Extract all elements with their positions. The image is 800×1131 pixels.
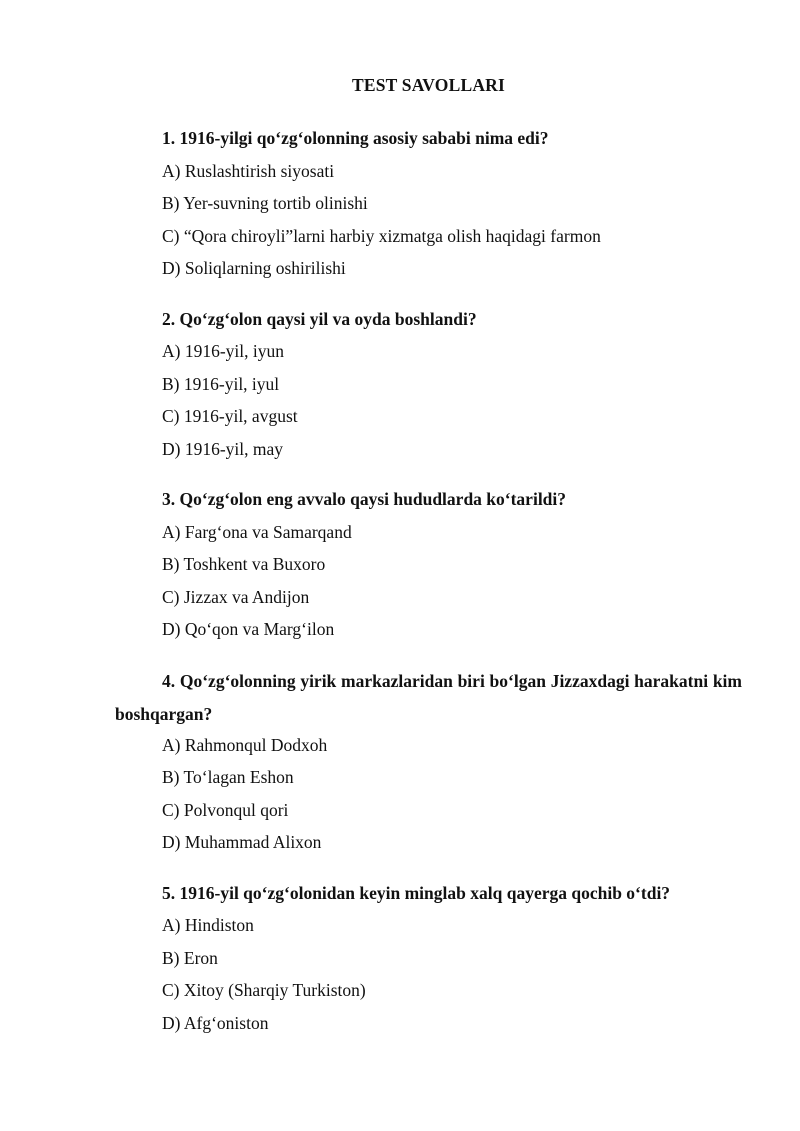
- question-4-option-a: A) Rahmonqul Dodxoh: [162, 735, 328, 755]
- question-3-option-d: D) Qo‘qon va Marg‘ilon: [162, 619, 335, 639]
- question-1: 1. 1916-yilgi qo‘zg‘olonning asosiy sababi nima edi?: [162, 128, 549, 148]
- question-3-option-b: B) Toshkent va Buxoro: [162, 554, 326, 574]
- page-title: TEST SAVOLLARI: [351, 75, 506, 95]
- question-4-option-b: B) To‘lagan Eshon: [162, 767, 294, 787]
- question-1-option-a: A) Ruslashtirish siyosati: [162, 161, 335, 181]
- question-3-option-a: A) Farg‘ona va Samarqand: [162, 522, 352, 542]
- question-1-option-b: B) Yer-suvning tortib olinishi: [162, 193, 368, 213]
- question-3-option-c: C) Jizzax va Andijon: [162, 587, 310, 607]
- question-1-option-d: D) Soliqlarning oshirilishi: [162, 258, 346, 278]
- question-5-option-a: A) Hindiston: [162, 915, 254, 935]
- question-2-option-b: B) 1916-yil, iyul: [162, 374, 280, 394]
- question-5: 5. 1916-yil qo‘zg‘olonidan keyin minglab xalq qayerga qochib o‘tdi?: [162, 883, 671, 903]
- question-1-option-c: C) “Qora chiroyli”larni harbiy xizmatga olish haqidagi farmon: [162, 226, 601, 246]
- question-4-option-d: D) Muhammad Alixon: [162, 832, 322, 852]
- question-2-option-a: A) 1916-yil, iyun: [162, 341, 285, 361]
- question-2: 2. Qo‘zg‘olon qaysi yil va oyda boshlandi?: [162, 309, 477, 329]
- question-3: 3. Qo‘zg‘olon eng avvalo qaysi hududlarda ko‘tarildi?: [162, 489, 567, 509]
- question-4: 4. Qo‘zg‘olonning yirik markazlaridan biri bo‘lgan Jizzaxdagi harakatni kim boshqargan?: [115, 671, 742, 724]
- question-5-option-b: B) Eron: [162, 948, 218, 968]
- question-5-option-d: D) Afg‘oniston: [162, 1013, 269, 1033]
- question-5-option-c: C) Xitoy (Sharqiy Turkiston): [162, 980, 366, 1000]
- question-2-option-c: C) 1916-yil, avgust: [162, 406, 298, 426]
- question-2-option-d: D) 1916-yil, may: [162, 439, 284, 459]
- question-4-option-c: C) Polvonqul qori: [162, 800, 289, 820]
